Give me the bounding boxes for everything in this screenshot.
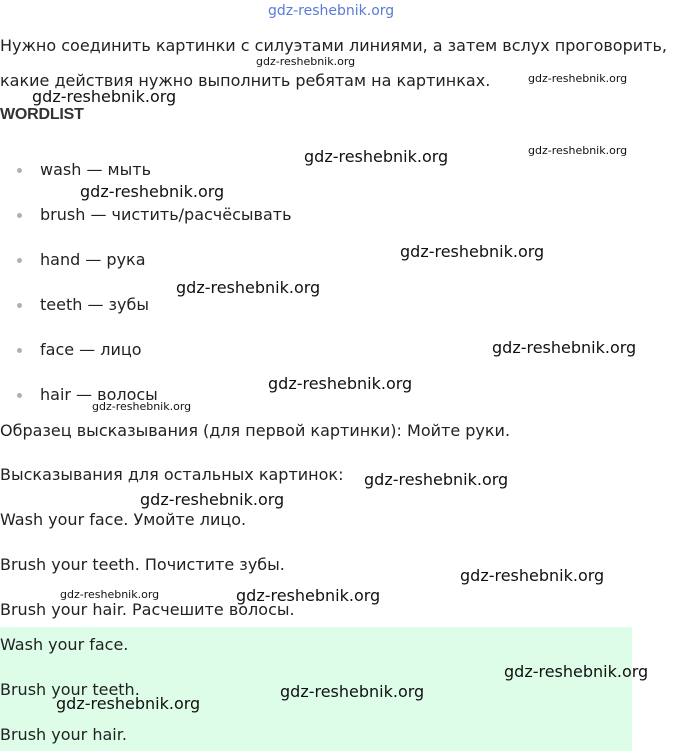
bullet xyxy=(17,303,22,308)
watermark: gdz-reshebnik.org xyxy=(400,242,545,261)
watermark: gdz-reshebnik.org xyxy=(528,72,628,85)
watermark: gdz-reshebnik.org xyxy=(56,694,201,713)
list-item: hand — рука xyxy=(40,250,146,269)
bullet xyxy=(17,393,22,398)
intro-line-1: Нужно соединить картинки с силуэтами линиями, а затем вслух проговорить, xyxy=(0,36,667,55)
watermark: gdz-reshebnik.org xyxy=(236,586,381,605)
watermark: gdz-reshebnik.org xyxy=(176,278,321,297)
watermark: gdz-reshebnik.org xyxy=(268,374,413,393)
watermark: gdz-reshebnik.org xyxy=(32,87,177,106)
list-item: face — лицо xyxy=(40,340,142,359)
list-item: hair — волосы xyxy=(40,385,158,404)
list-item: brush — чистить/расчёсывать xyxy=(40,205,292,224)
watermark: gdz-reshebnik.org xyxy=(504,662,649,681)
watermark: gdz-reshebnik.org xyxy=(364,470,509,489)
others-heading: Высказывания для остальных картинок: xyxy=(0,465,344,484)
watermark: gdz-reshebnik.org xyxy=(460,566,605,585)
watermark: gdz-reshebnik.org xyxy=(528,144,628,157)
watermark: gdz-reshebnik.org xyxy=(60,588,160,601)
watermark: gdz-reshebnik.org xyxy=(304,147,449,166)
list-item: wash — мыть xyxy=(40,160,151,179)
watermark: gdz-reshebnik.org xyxy=(80,182,225,201)
watermark: gdz-reshebnik.org xyxy=(92,400,192,413)
bullet xyxy=(17,213,22,218)
watermark-top: gdz-reshebnik.org xyxy=(268,3,395,19)
watermark: gdz-reshebnik.org xyxy=(256,55,356,68)
highlight-answer-line: Wash your face. xyxy=(0,635,129,654)
answer-line: Brush your hair. Расчешите волосы. xyxy=(0,600,295,619)
highlight-answer-line: Brush your hair. xyxy=(0,725,127,744)
bullet xyxy=(17,258,22,263)
answer-line: Wash your face. Умойте лицо. xyxy=(0,510,247,529)
watermark: gdz-reshebnik.org xyxy=(280,682,425,701)
list-item: teeth — зубы xyxy=(40,295,150,314)
highlight-answer-line: Brush your teeth. xyxy=(0,680,140,699)
sample-sentence: Образец высказывания (для первой картинки): Мойте руки. xyxy=(0,421,511,440)
answer-line: Brush your teeth. Почистите зубы. xyxy=(0,555,285,574)
bullet xyxy=(17,348,22,353)
wordlist-heading: WORDLIST xyxy=(0,106,84,123)
bullet xyxy=(17,168,22,173)
intro-line-2: какие действия нужно выполнить ребятам на картинках. xyxy=(0,71,491,90)
watermark: gdz-reshebnik.org xyxy=(140,490,285,509)
watermark: gdz-reshebnik.org xyxy=(492,338,637,357)
